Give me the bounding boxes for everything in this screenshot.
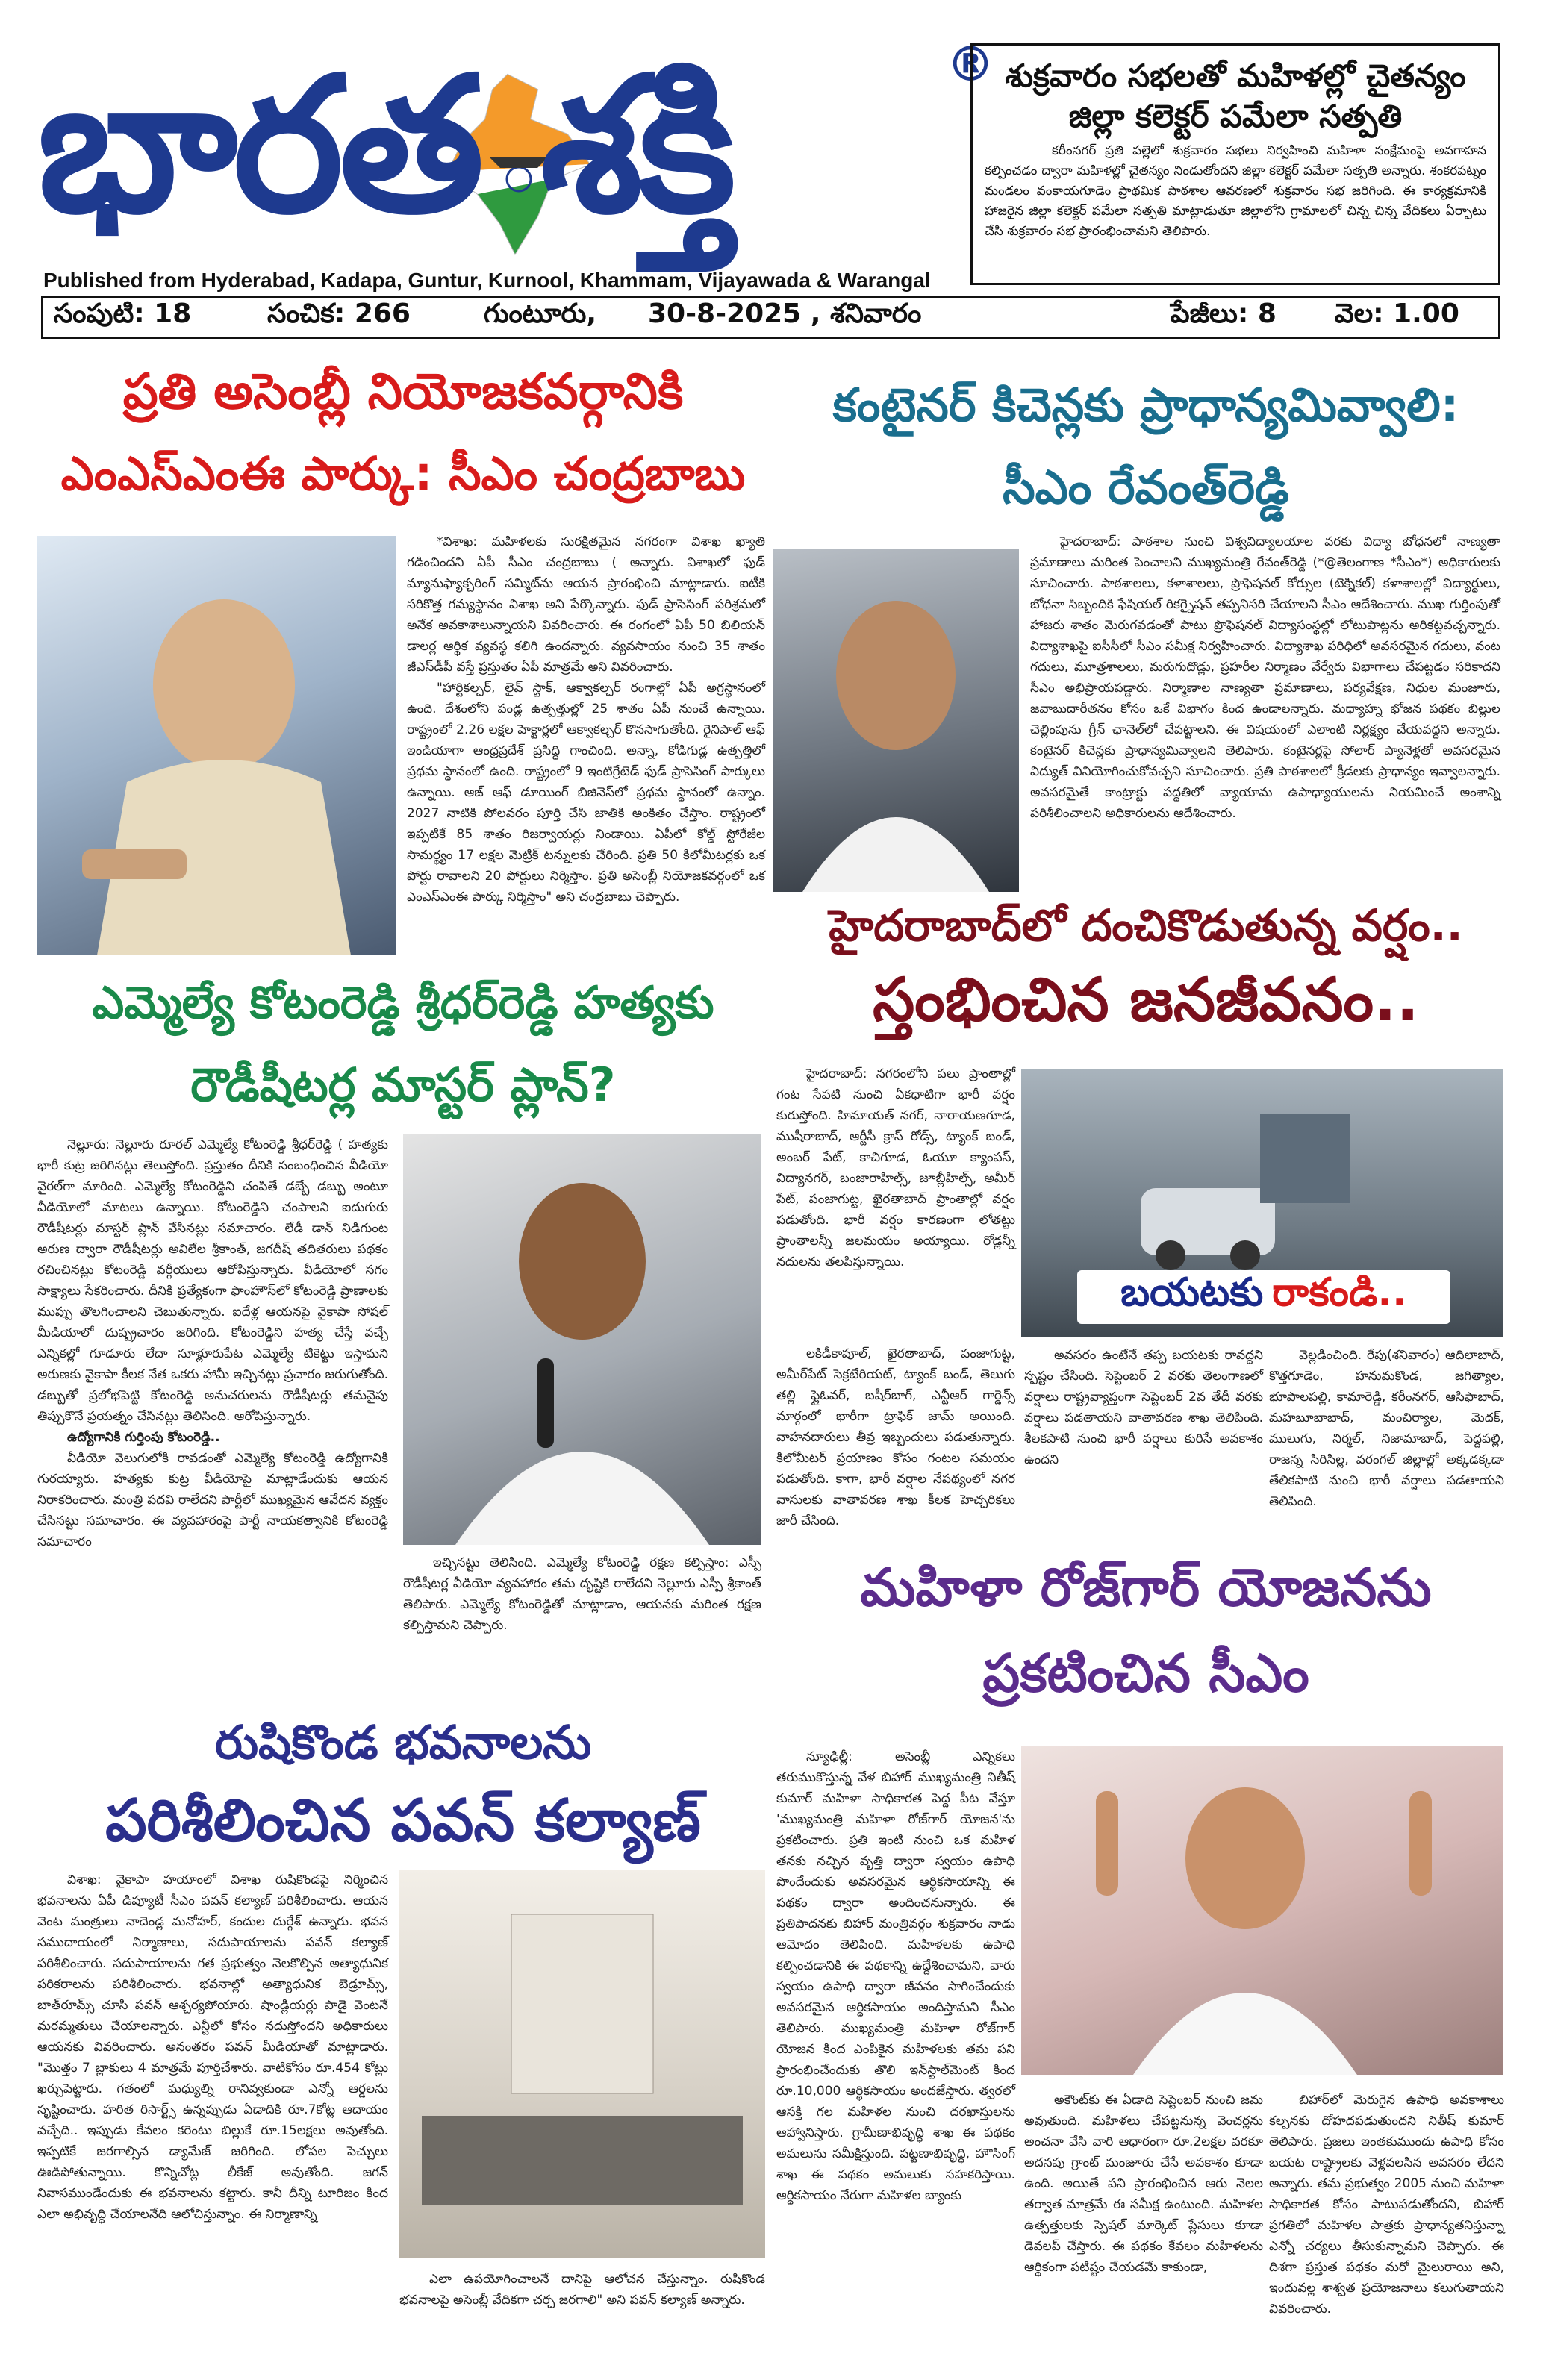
kotamreddy-column-2	[403, 1552, 761, 1636]
kotamreddy-column-1	[37, 1134, 388, 1552]
rain-headline-2: స్తంభించిన జనజీవనం..	[873, 965, 1419, 1034]
issue-date: 30-8-2025 , శనివారం	[648, 299, 922, 329]
kotamreddy-col-2-text: ఇచ్చినట్టు తెలిసింది. ఎమ్మెల్యే కోటంరెడ్డి రక్షణ కల్పిస్తాం: ఎస్పీ రౌడీషీటర్ల వీడియో వ్యవహారం తమ దృష్టికి రాలేదని నెల్లూరు ఎస్పీ శ్రీకాంత్ తెలిపారు. ఎమ్మెల్యే కోటంరెడ్డితో మాట్లాడాం, ఆయనకు మరింత రక్షణ కల్పిస్తామని చెప్పారు.	[403, 1555, 761, 1633]
rozgar-column-2	[1024, 2090, 1263, 2278]
msme-headline-2: ఎంఎస్ఎంఈ పార్కు: సీఎం చంద్రబాబు	[60, 446, 746, 501]
rushikonda-col-2-text: ఎలా ఉపయోగించాలనే దానిపై ఆలోచన చేస్తున్నాం. రుషికొండ భవనాలపై అసెంబ్లీ వేదికగా చర్చ జరగాలి" అని పవన్ కల్యాణ్ అన్నారు.	[399, 2272, 765, 2308]
rushikonda-headline-1: రుషికొండ భవనాలను	[214, 1715, 592, 1770]
kotamreddy-headline-1: ఎమ్మెల్యే కోటంరెడ్డి శ్రీధర్‌రెడ్డి హత్యకు	[92, 977, 714, 1029]
rain-col-4-text: వెల్లడించింది. రేపు(శనివారం) ఆదిలాబాద్, కొత్తగూడెం, హనుమకొండ, జగిత్యాల, భూపాలపల్లి, కామారెడ్డి, కరీంనగర్, ఆసిఫాబాద్, మహబూబాబాద్, మంచిర్యాల, మెదక్, ములుగు, నిర్మల్, నిజామాబాద్, పెద్దపల్లి, రాజన్న సిరిసిల్ల, వరంగల్ జిల్లాల్లో అక్కడక్కడా తేలికపాటి నుంచి భారీ వర్షాలు పడతాయని తెలిపింది.	[1269, 1348, 1504, 1509]
top-story-headline: శుక్రవారం సభలతో మహిళల్లో చైతన్యం	[1005, 57, 1466, 94]
masthead-title: భారత శక్తి	[37, 37, 732, 254]
published-from: Published from Hyderabad, Kadapa, Guntur, Kurnool, Khammam, Vijayawada & Warangal	[43, 269, 931, 292]
top-story-body: కరీంనగర్ ప్రతి పల్లెలో శుక్రవారం సభలు నిర్వహించి మహిళా సంక్షేమంపై అవగాహన కల్పించడం ద్వారా మహిళల్లో చైతన్యం నిండుతోందని జిల్లా కలెక్టర్ పమేలా సత్పతి అన్నారు. శంకరపట్నం మండలం వంకాయగూడెం ప్రాథమిక పాఠశాల ఆవరణలో శుక్రవారం సభ జరిగింది. ఈ కార్యక్రమానికి హాజరైన జిల్లా కలెక్టర్ పమేలా సత్పతి మాట్లాడుతూ జిల్లాలోని గ్రామాలలో చిన్న చిన్న వేదికలు ఏర్పాటు చేసి శుక్రవారం సభ ప్రారంభించామని తెలిపారు.	[985, 143, 1486, 239]
rushikonda-col-1-text: విశాఖ: వైకాపా హయాంలో విశాఖ రుషికొండపై నిర్మించిన భవనాలను ఏపీ డిప్యూటీ సీఎం పవన్ కల్యాణ్ పరిశీలించారు. ఆయన వెంట మంత్రులు నాదెండ్ల మనోహర్, కందుల దుర్గేశ్ ఉన్నారు. భవన సముదాయంలో నిర్మాణాలు, సదుపాయాలను పవన్ కల్యాణ్ పరిశీలించారు. సదుపాయాలను గత ప్రభుత్వం నెలకొల్పిన అత్యాధునిక పరికరాలను పరిశీలించారు. భవనాల్లో అత్యాధునిక బెడ్రూమ్స్, బాత్‌రూమ్స్ చూసి పవన్ ఆశ్చర్యపోయారు. షాండ్లియర్లు పాడై వెంటనే మరమ్మతులు చేయాలన్నారు. ఎన్టీలో కోసం నదుస్తోందని అధికారులు ఆయనకు వివరించారు. అనంతరం పవన్ మీడియాతో మాట్లాడారు. "మొత్తం 7 బ్లాకులు 4 మాత్రమే పూర్తిచేశారు. వాటికోసం రూ.454 కోట్లు ఖర్చుపెట్టారు. గతంలో మధ్యుల్ని రానివ్వకుండా ఎన్నో ఆర్డలను సృష్టించారు. హరిత రిసార్ట్స్ ఉన్నప్పుడు ఏడాదికి రూ.7కోట్ల ఆదాయం వచ్చేది.. ఇప్పుడు కేవలం కరెంటు బిల్లుకే రూ.15లక్షలు అవుతోంది. ఇప్పటికే జరగాల్సిన డ్యామేజ్ జరిగింది. లోపల పెచ్చులు ఊడిపోతున్నాయి. కొన్నిచోట్ల లీకేజ్ అవుతోంది. జగన్ నివాసముండేందుకు ఈ భవనాలను కట్టారు. కానీ దీన్ని టూరిజం కింద ఎలా అభివృద్ధి చేయాలనేది ఆలోచిస్తున్నాం. ఈ నిర్మాణాన్ని	[37, 1873, 388, 2222]
msme-para-1: *విశాఖ: మహిళలకు సురక్షితమైన నగరంగా విశాఖ ఖ్యాతి గడించిందని ఏపీ సీఎం చంద్రబాబు ( అన్నారు. విశాఖలో ఫుడ్ మ్యానుఫ్యాక్చరింగ్ సమ్మిట్‌ను ఆయన ప్రారంభించి మాట్లాడారు. ఐటీకి సరికొత్త గమ్యస్థానం విశాఖ అని పేర్కొన్నారు. ఫుడ్ ప్రాసెసింగ్ పరిశ్రమలో అనేక అవకాశాలున్నాయని వివరించారు. ఈ రంగంలో ఏపీ 50 బిలియన్ డాలర్ల ఆర్థిక వ్యవస్థ కలిగి ఉందన్నారు. వ్యవసాయం నుంచి 35 శాతం జీఎస్‌డీపీ వస్తే ప్రస్తుతం ఏపీ మాత్రమే అని వివరించారు.	[407, 534, 765, 675]
top-story-subheadline: జిల్లా కలెక్టర్ పమేలా సత్పతి	[1068, 98, 1403, 134]
msme-para-2: "హార్టికల్చర్, లైవ్ స్టాక్, ఆక్వాకల్చర్ రంగాల్లో ఏపీ అగ్రస్థానంలో ఉంది. దేశంలోని పండ్ల ఉత్పత్తుల్లో 25 శాతం ఏపీ నుంచే ఉన్నాయి. రాష్ట్రంలో 2.26 లక్షల హెక్టార్లలో ఆక్వాకల్చర్ కొనసాగుతోంది. రైనిపాల్ ఆఫ్ ఇండియాగా ఆంధ్రప్రదేశ్ ప్రసిద్ధి గాంచింది. అన్నా, కోడిగుడ్ల ఉత్పత్తిలో ప్రథమ స్థానంలో ఉంది. రాష్ట్రంలో 9 ఇంటిగ్రేటెడ్ ఫుడ్ ప్రాసెసింగ్ పార్కులు ఉన్నాయి. ఆఙ్ ఆఫ్ డూయింగ్ బిజినెస్‌లో ప్రథమ స్థానంలో ఉన్నాం. 2027 నాటికి పోలవరం పూర్తి చేసి జాతికి అంకితం చేస్తాం. రాష్ట్రంలో ఇప్పటికే 85 శాతం రిజర్వాయర్లు నిండాయి. ఏపీలో కోల్డ్ స్టోరేజీల సామర్థ్యం 17 లక్షల మెట్రిక్ టన్నులకు చేరింది. ప్రతి 50 కిలోమీటర్లకు ఒక పోర్టు రావాలని 20 పోర్టులు నిర్మిస్తాం. ప్రతి అసెంబ్లీ నియోజకవర్గంలో ఒక ఎంఎస్ఎంఈ పార్కు నిర్మిస్తాం" అని చంద్రబాబు చెప్పారు.	[407, 681, 765, 905]
rain-photo-overlay	[1077, 1270, 1450, 1324]
nitish-kumar-photo	[1021, 1746, 1503, 2075]
kotamreddy-col-1c-text: వీడియో వెలుగులోకి రావడంతో ఎమ్మెల్యే కోటంరెడ్డి ఉద్యోగానికి గురయ్యారు. హత్యకు కుట్ర వీడియోపై మాట్లాడేందుకు ఆయన నిరాకరించారు. మంత్రి పదవి రాలేదని పార్టీలో ముఖ్యమైన ఆవేదన వ్యక్తం చేసినట్టు సమాచారం. ఈ వ్యవహారంపై పార్టీ నాయకత్వానికి కోటంరెడ్డి సమాచారం	[37, 1451, 388, 1549]
top-story-box	[970, 43, 1500, 285]
rain-overlay-text-2: రాకండి..	[1272, 1269, 1407, 1315]
rain-col-2-text: లకిడీకాపూల్, ఖైరతాబాద్, పంజాగుట్ట, అమీర్‌పేట్ సెక్రటేరియట్, ట్యాంక్ బండ్, తెలుగు తల్లి ఫ్లైఓవర్, బషీర్‌బాగ్, ఎన్టీఆర్ గార్డెన్స్ మార్గంలో భారీగా ట్రాఫిక్ జామ్ అయింది. వాహనదారులు తీవ్ర ఇబ్బందులు పడుతున్నారు. కిలోమీటర్ ప్రయాణం కోసం గంటల సమయం పడుతోంది. కాగా, భారీ వర్షాల నేపథ్యంలో నగర వాసులకు వాతావరణ శాఖ కీలక హెచ్చరికలు జారీ చేసింది.	[776, 1346, 1015, 1528]
rain-column-4	[1269, 1345, 1504, 1512]
msme-body	[407, 531, 765, 908]
rain-column-3	[1024, 1345, 1263, 1470]
rushikonda-column-1	[37, 1870, 388, 2225]
rozgar-headline-2: ప్రకటించిన సీఎం	[982, 1643, 1309, 1704]
dateline-bar	[41, 296, 1500, 339]
registered-mark: ®	[947, 37, 994, 93]
container-para-1: హైదరాబాద్: పాఠశాల నుంచి విశ్వవిద్యాలయాల వరకు విద్యా బోధనలో నాణ్యతా ప్రమాణాలు మరింత పెంచాలని ముఖ్యమంత్రి రేవంత్‌రెడ్డి (*@తెలంగాణ *సీఎం*) అధికారులకు సూచించారు. పాఠశాలలు, కళాశాలలు, ప్రొఫెషనల్ కోర్సుల (టెక్నికల్) కళాశాలల్లో విద్యార్థులు, బోధనా సిబ్బందికి ఫేషియల్ రికగ్నైషన్ తప్పనిసరి చేయాలని సీఎం ఆదేశించారు. ముఖ గుర్తింపుతో హాజరు శాతం మెరుగవడంతో పాటు ప్రొఫెషనల్ విద్యాసంస్థల్లో లోటుపాట్లను అరికట్టవచ్చన్నారు. విద్యాశాఖపై ఐసీసీలో సీఎం సమీక్ష నిర్వహించారు. విద్యాశాఖ పరిధిలో అవసరమైన గదులు, వంట గదులు, మూత్రశాలలు, మరుగుదొడ్లు, ప్రహరీల నిర్మాణం వేర్వేరు విభాగాలు చేపట్టడం సరికాదని సీఎం అభిప్రాయపడ్డారు. నిర్మాణాల నాణ్యతా ప్రమాణాలు, పర్యవేక్షణ, నిధుల మంజూరు, జవాబుదారీతనం కోసం ఒకే విభాగం కింద ఉండాలన్నారు. మధ్యాహ్న భోజన పథకం బిల్లుల చెల్లింపును గ్రీన్ ఛానెల్‌లో చేపట్టాలని. ఈ విషయంలో ఎలాంటి నిర్లక్ష్యం చేయవద్దని అన్నారు. కంటైనర్ కిచెన్లకు ప్రాధాన్యమివ్వాలని తెలిపారు. కంటైనర్లపై సోలార్ ప్యానెళ్లతో అవసరమైన విద్యుత్ వినియోగించుకోవచ్చని సూచించారు. ప్రతి పాఠశాలలో క్రీడలకు ప్రాధాన్యం ఇవ్వాలన్నారు. అవసరమైతే కాంట్రాక్టు పద్ధతిలో వ్యాయామ ఉపాధ్యాయులను నియమించే అంశాన్ని పరిశీలించాలని అధికారులను ఆదేశించారు.	[1030, 534, 1500, 821]
masthead-logo	[30, 15, 994, 284]
rozgar-headline-1: మహిళా రోజ్‌గార్ యోజనను	[860, 1557, 1432, 1618]
rozgar-col-3-text: బిహార్‌లో మెరుగైన ఉపాధి అవకాశాలు కల్పనకు దోహదపడుతుందని నితీష్ కుమార్ తెలిపారు. ప్రజలు ఇంతకుముందు ఉపాధి కోసం బయట రాష్ట్రాలకు వెళ్లవలసిన అవసరం లేదని అన్నారు. తమ ప్రభుత్వం 2005 నుంచి మహిళా సాధికారత కోసం పాటుపడుతోందని, బిహార్ ప్రగతిలో మహిళల పాత్రకు ప్రాధాన్యతనిస్తున్నా ఎన్నో చర్యలు తీసుకున్నామని చెప్పారు. ఈ దిశగా ప్రస్తుత పథకం మరో మైలురాయి అని, ఇందువల్ల శాశ్వత ప్రయోజనాలు కలుగుతాయని వివరించారు.	[1269, 2093, 1504, 2317]
page-count: పేజీలు: 8	[1171, 299, 1277, 329]
price: వెల: 1.00	[1335, 299, 1459, 329]
kotamreddy-photo	[403, 1134, 761, 1545]
kotamreddy-subhead: ఉద్యోగానికి గుర్తింపు కోటంరెడ్డి..	[67, 1430, 220, 1445]
container-headline-1: కంటైనర్ కిచెన్లకు ప్రాధాన్యమివ్వాలి:	[832, 378, 1459, 432]
rain-col-1-text: హైదరాబాద్: నగరంలోని పలు ప్రాంతాల్లో గంట సేపటి నుంచి ఏకధాటిగా భారీ వర్షం కురుస్తోంది. హిమాయత్ నగర్, నారాయణగూడ, ముషీరాబాద్, ఆర్టీసీ క్రాస్ రోడ్స్, ట్యాంక్ బండ్, అంబర్ పేట్, కాచిగూడ, ఓయూ క్యాంపస్, విద్యానగర్, బంజారాహిల్స్, జూబ్లీహిల్స్, అమీర్ పేట్, పంజాగుట్ట, ఖైరతాబాద్ ప్రాంతాల్లో వర్షం పడుతోంది. భారీ వర్షం కారణంగా లోతట్టు ప్రాంతాలన్నీ జలమయం అయ్యాయి. రోడ్లన్నీ నదులను తలపిస్తున్నాయి.	[776, 1066, 1015, 1269]
rain-col-3-text: అవసరం ఉంటేనే తప్ప బయటకు రావద్దని స్పష్టం చేసింది. సెప్టెంబర్ 2 వరకు తెలంగాణలో వర్షాలు రాష్ట్రవ్యాప్తంగా సెప్టెంబర్ 2వ తేదీ వరకు వర్షాలు పడతాయని వాతావరణ శాఖ తెలిపింది. శీలకపాటి నుంచి భారీ వర్షాలు కురిసే అవకాశం ఉందని	[1024, 1348, 1263, 1467]
container-body	[1030, 531, 1500, 824]
rushikonda-headline-2: పరిశీలించిన పవన్ కల్యాణ్	[105, 1787, 701, 1855]
rozgar-col-1-text: న్యూఢిల్లీ: అసెంబ్లీ ఎన్నికలు తరుముకొస్తున్న వేళ బిహార్ ముఖ్యమంత్రి నితీష్ కుమార్ మహిళా సాధికారత పెద్ద పీట వేస్తూ 'ముఖ్యమంత్రి మహిళా రోజ్‌గార్ యోజన'ను ప్రకటించారు. ప్రతి ఇంటి నుంచి ఒక మహిళ తనకు నచ్చిన వృత్తి ద్వారా స్వయం ఉపాధి పొందేందుకు అవసరమైన ఆర్థికసాయాన్ని ఈ పథకం ద్వారా అందించనున్నారు. ఈ ప్రతిపాదనకు బిహార్ మంత్రివర్గం శుక్రవారం నాడు ఆమోదం తెలిపింది. మహిళలకు ఉపాధి కల్పించడానికి ఈ పథకాన్ని ఉద్దేశించామని, వారు స్వయం ఉపాధి ద్వారా జీవనం సాగించేందుకు అవసరమైన ఆర్థికసాయం అందిస్తామని సీఎం తెలిపారు. ముఖ్యమంత్రి మహిళా రోజ్‌గార్ యోజన కింద ఎంపికైన మహిళలకు తమ పని ప్రారంభించేందుకు తొలి ఇన్‌స్టాల్‌మెంట్ కింద రూ.10,000 ఆర్థికసాయం అందజేస్తారు. త్వరలో ఆసక్తి గల మహిళల నుంచి దరఖాస్తులను ఆహ్వానిస్తారు. గ్రామీణాభివృద్ధి శాఖ ఈ పథకం అమలును సమీక్షిస్తుంది. పట్టణాభివృద్ధి, హౌసింగ్ శాఖ ఈ పథకం అమలుకు సహకరిస్తాయి. ఆర్థికసాయం నేరుగా మహిళల బ్యాంకు	[776, 1749, 1015, 2203]
container-headline-2: సీఎం రేవంత్‌రెడ్డి	[1003, 460, 1289, 514]
rain-headline-1: హైదరాబాద్‌లో దంచికొడుతున్న వర్షం..	[829, 900, 1463, 951]
rozgar-column-1	[776, 1746, 1015, 2206]
rain-photo	[1021, 1069, 1503, 1337]
kotamreddy-headline-2: రౌడీషీటర్ల మాస్టర్ ప్లాన్?	[190, 1058, 616, 1112]
issue-number: సంచిక: 266	[267, 299, 411, 329]
rushikonda-column-2	[399, 2269, 765, 2311]
volume: సంపుటి: 18	[54, 299, 192, 329]
chandrababu-photo	[37, 536, 396, 955]
rozgar-col-2-text: అకౌంట్‌కు ఈ ఏడాది సెప్టెంబర్ నుంచి జమ అవుతుంది. మహిళలు చేపట్టనున్న వెంచర్లను అంచనా వేసి వారి ఆధారంగా రూ.2లక్షల వరకూ అదనపు గ్రాంట్ మంజూరు చేసే అవకాశం కూడా ఉంది. అయితే పని ప్రారంభించిన ఆరు నెలల తర్వాత మాత్రమే ఈ సమీక్ష ఉంటుంది. మహిళల ఉత్పత్తులకు స్పెషల్ మార్కెట్ ప్లేసులు కూడా డెవలప్ చేస్తారు. ఈ పథకం కేవలం మహిళలను ఆర్థికంగా పటిష్టం చేయడమే కాకుండా,	[1024, 2093, 1263, 2275]
rain-overlay-text-1: బయటకు	[1120, 1269, 1264, 1315]
rushikonda-photo	[399, 1870, 765, 2258]
rozgar-column-3	[1269, 2090, 1504, 2320]
city: గుంటూరు,	[484, 299, 597, 329]
kotamreddy-col-1-text: నెల్లూరు: నెల్లూరు రూరల్ ఎమ్మెల్యే కోటంరెడ్డి శ్రీధర్‌రెడ్డి ( హత్యకు భారీ కుట్ర జరిగినట్లు తెలుస్తోంది. ప్రస్తుతం దీనికి సంబంధించిన వీడియో వైరల్‌గా మారింది. ఎమ్మెల్యే కోటంరెడ్డిని చంపితే డబ్బే డబ్బు అంటూ వీడియోలో మాటలు ఉన్నాయి. కోటంరెడ్డిని చంపాలని ఐదుగురు రౌడీషీటర్లు మాస్టర్ ప్లాన్ వేసినట్లు సమాచారం. లేడీ డాన్ నిడిగుంట అరుణ ద్వారా రౌడీషీటర్లు అవిలేల శ్రీకాంత్, జగదీష్ తదితరులు పథకం రచించినట్లు కోటంరెడ్డి వర్గీయులు ఆరోపిస్తున్నారు. వీడియోలో సగం సాక్ష్యాలు సేకరించారు. దీనికి ప్రత్యేకంగా ఫాంహౌస్‌లో కోటంరెడ్డి ప్రాణాలకు ముప్పు తొలగించాలని చెబుతున్నారు. ఐదేళ్ల ఆయనపై వైకాపా సోషల్ మీడియాలో దుష్ప్రచారం జరిగింది. కోటంరెడ్డిని హత్య చేస్తే వచ్చే ఎన్నికల్లో గూడూరు లేదా సూళ్లూరుపేట ఎమ్మెల్యే టికెట్టు ఇస్తామని అరుణకు వైకాపా కీలక నేత ఒకరు హామీ ఇచ్చినట్లు ప్రచారం జరుగుతోంది. డబ్బుతో ప్రలోభపెట్టి కోటంరెడ్డి అనుచరులను రౌడీషీటర్లు తమవైపు తిప్పుకొనే ప్రయత్నం చేసినట్లు తెలిసింది. ఆరోపిస్తున్నారు.	[37, 1137, 388, 1424]
msme-headline-1: ప్రతి అసెంబ్లీ నియోజకవర్గానికి	[122, 363, 684, 420]
rain-column-1	[776, 1063, 1015, 1272]
revanth-reddy-photo	[773, 549, 1019, 892]
rain-column-2	[776, 1343, 1015, 1531]
